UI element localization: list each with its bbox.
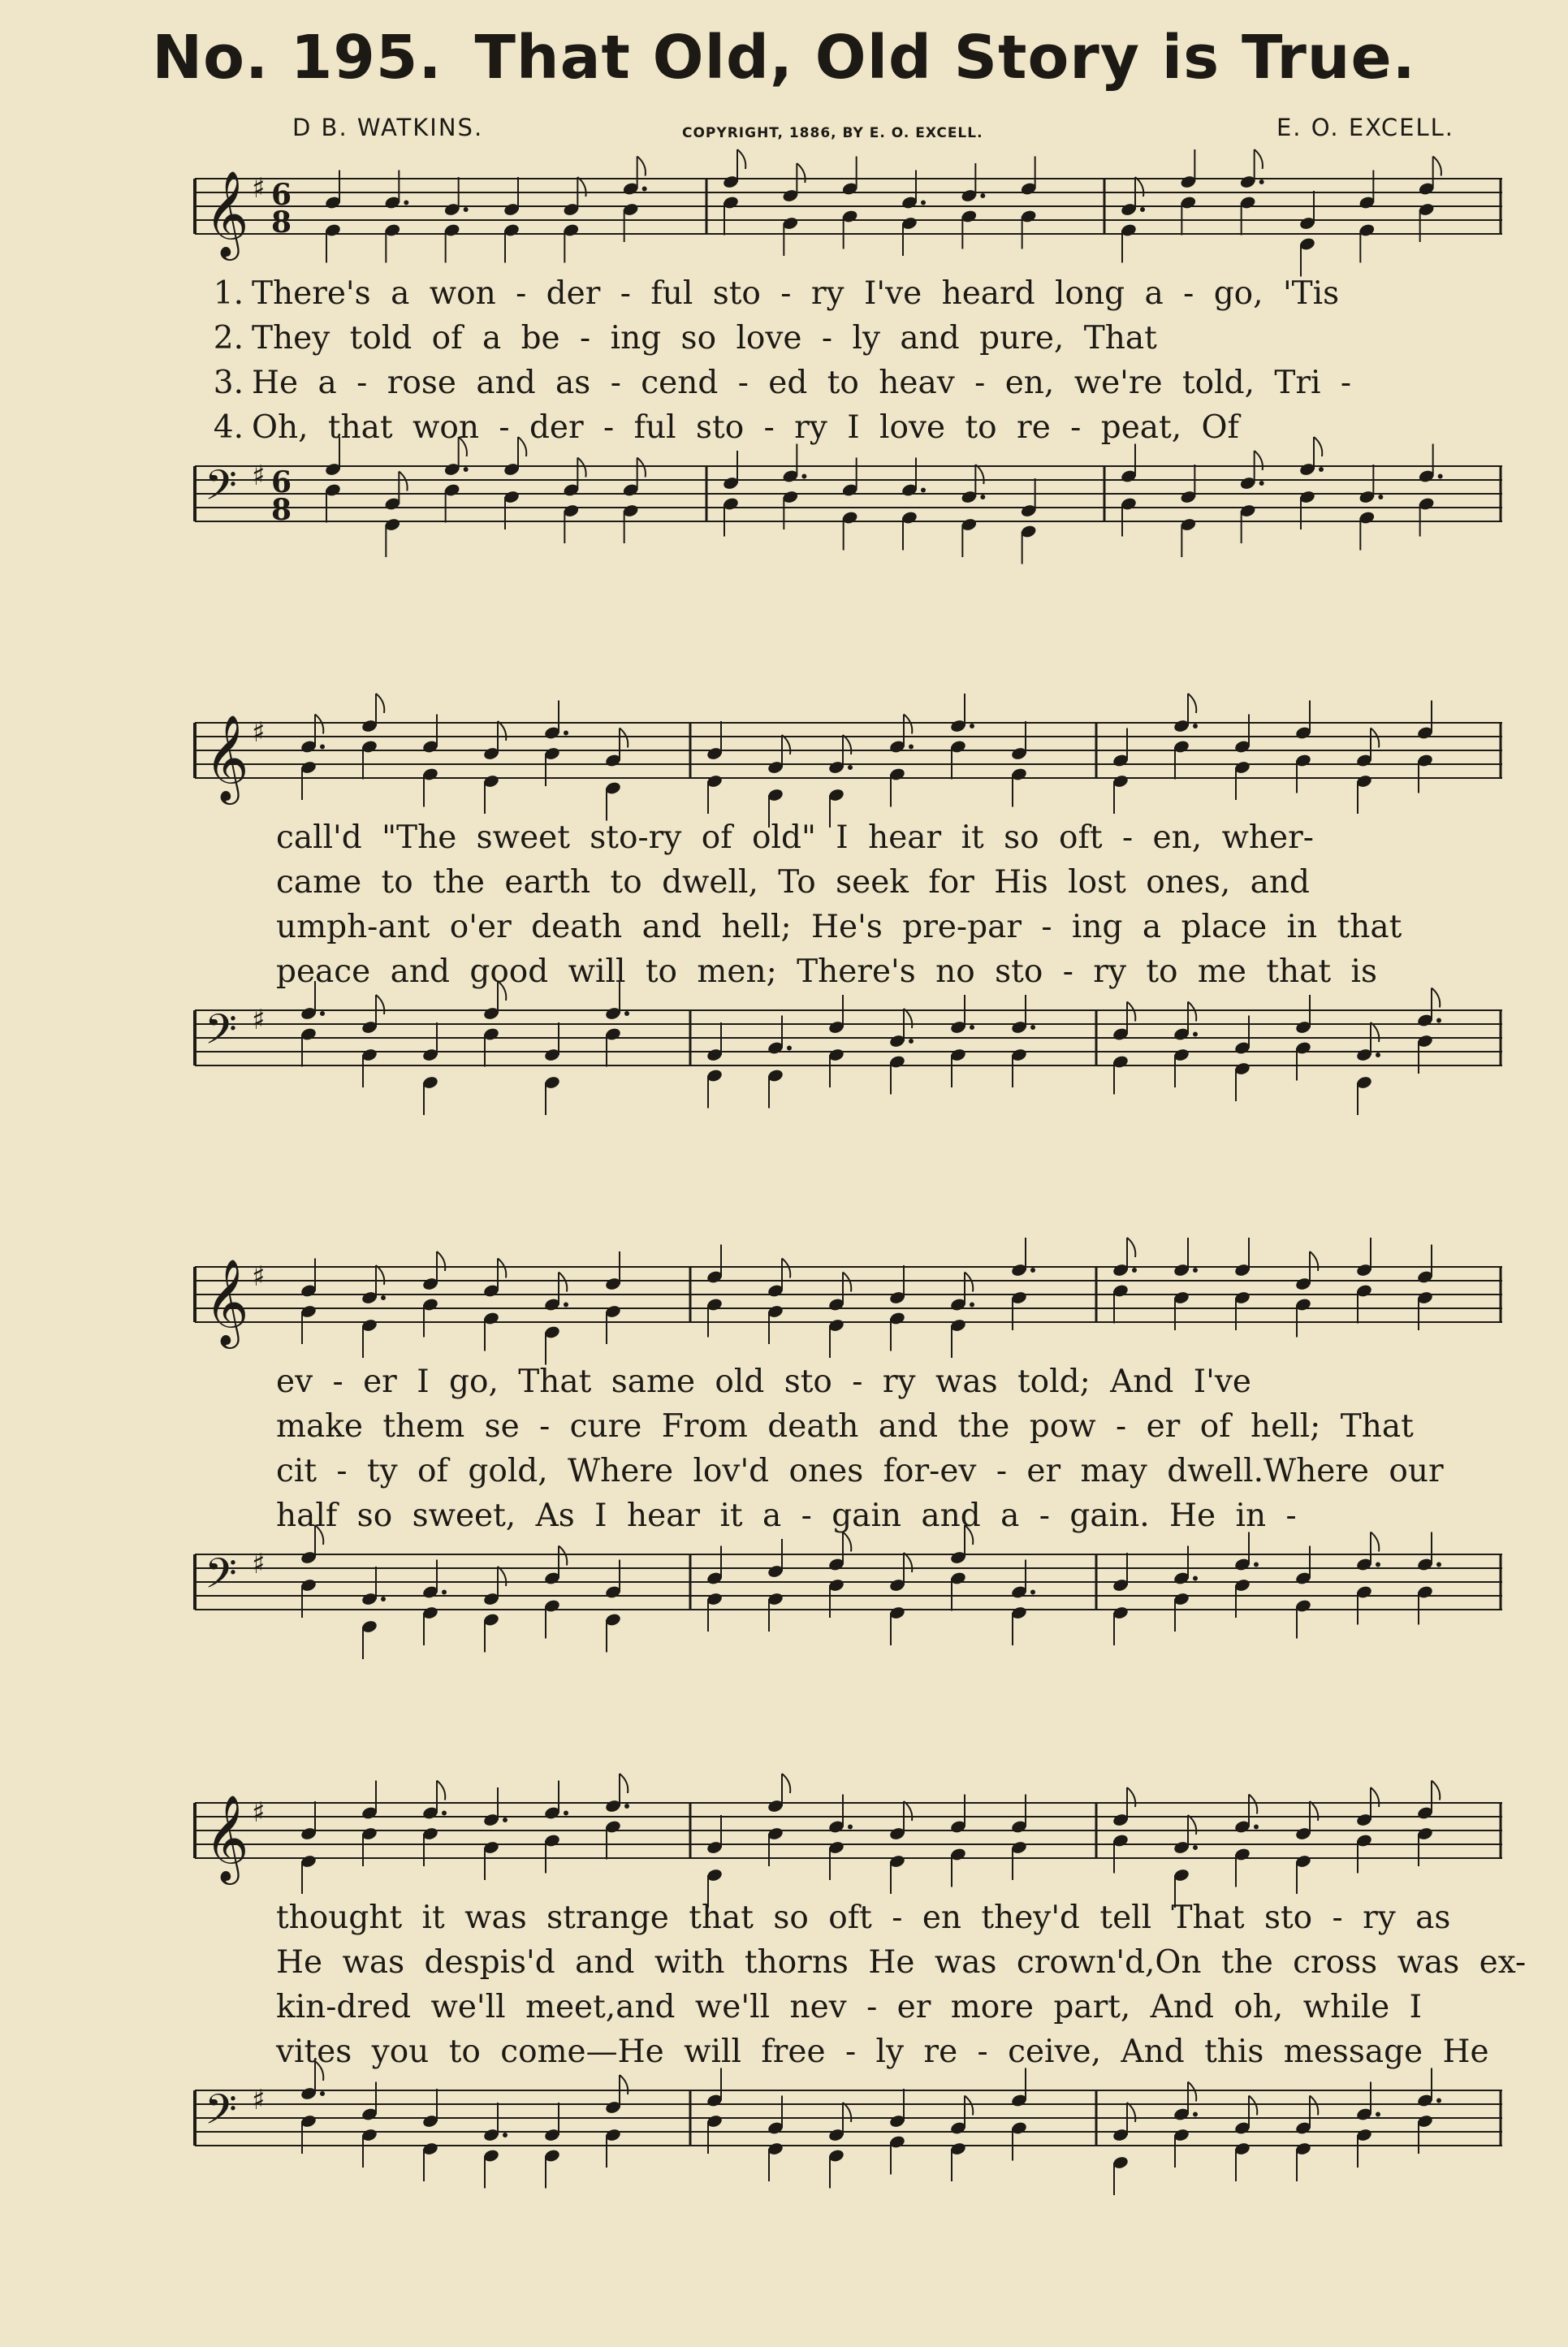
note-chord xyxy=(563,458,586,544)
note-chord xyxy=(1355,1532,1380,1625)
note-chord xyxy=(622,157,647,243)
note-chord xyxy=(888,1553,912,1645)
bass-staff-notation xyxy=(187,450,1502,547)
note-chord xyxy=(706,721,723,814)
verse-lyrics xyxy=(187,260,1502,450)
bass-staff xyxy=(187,994,1502,1091)
verse-text: peace and good will to men; There's no sto - ry to me that is xyxy=(276,953,1377,990)
note-chord xyxy=(421,715,438,807)
treble-clef-icon: 𝄞 xyxy=(205,170,249,257)
note-chord xyxy=(888,1801,912,1894)
note-chord xyxy=(1173,1002,1198,1088)
note-chord xyxy=(1173,2082,1198,2168)
sharp-icon: ♯ xyxy=(252,1548,266,1580)
verse-text: They told of a be - ing so love - ly and pure, That xyxy=(252,320,1157,357)
bass-clef-icon: 𝄢 xyxy=(205,1549,237,1608)
time-signature-bottom: 8 xyxy=(271,493,292,527)
verse-line-2 xyxy=(187,1940,1527,1985)
verse-text: cit - ty of gold, Where lov'd ones for-ev - er may dwell.Where our xyxy=(276,1453,1444,1489)
note-chord xyxy=(901,171,926,257)
note-chord xyxy=(1416,1781,1440,1867)
note-chord xyxy=(482,721,506,814)
verse-number: 3. xyxy=(213,365,244,401)
note-chord xyxy=(1180,465,1197,557)
sharp-icon: ♯ xyxy=(252,1004,266,1036)
bass-staff-notation xyxy=(187,994,1502,1091)
note-chord xyxy=(1416,988,1441,1074)
verse-text: call'd "The sweet sto-ry of old" I hear it so oft - en, wher- xyxy=(276,819,1314,856)
note-chord xyxy=(1418,444,1443,537)
bass-clef-icon: 𝄢 xyxy=(205,460,237,520)
time-signature-top: 6 xyxy=(271,465,292,499)
staff-lines xyxy=(195,1267,1502,1322)
bass-staff xyxy=(187,1538,1502,1636)
verse-text: came to the earth to dwell, To seek for His lost ones, and xyxy=(276,864,1311,901)
verse-text: Oh, that won - der - ful sto - ry I love to re - peat, Of xyxy=(252,409,1239,446)
note-chord xyxy=(1173,1546,1198,1632)
note-chord xyxy=(706,1546,723,1632)
note-chord xyxy=(949,995,974,1087)
treble-clef-icon: 𝄞 xyxy=(205,1258,249,1345)
note-chord xyxy=(767,1539,784,1632)
note-chord xyxy=(1010,995,1035,1087)
note-chord xyxy=(1010,2068,1027,2161)
treble-staff xyxy=(187,1251,1502,1348)
verse-lyrics xyxy=(187,1348,1502,1538)
note-chord xyxy=(1416,1532,1441,1625)
note-chord xyxy=(1355,728,1379,815)
note-chord xyxy=(767,1016,792,1109)
note-chord xyxy=(1120,444,1137,537)
note-chord xyxy=(1355,2082,1380,2168)
verse-text: vites you to come—He will free - ly re - ceive, And this message He xyxy=(276,2034,1489,2070)
note-chord xyxy=(827,1795,853,1881)
note-chord xyxy=(604,1560,621,1653)
verse-line-4 xyxy=(187,2029,1502,2074)
note-chord xyxy=(949,1273,974,1359)
sharp-icon: ♯ xyxy=(252,460,266,492)
note-chord xyxy=(543,1781,568,1874)
sharp-icon: ♯ xyxy=(252,172,266,205)
sharp-icon: ♯ xyxy=(252,2084,266,2116)
note-chord xyxy=(361,995,384,1087)
note-chord xyxy=(1233,1795,1259,1887)
note-chord xyxy=(1112,728,1129,815)
treble-staff-notation xyxy=(187,707,1502,804)
note-chord xyxy=(949,1795,966,1887)
verse-line-4 xyxy=(187,405,1502,450)
note-chord xyxy=(1233,1238,1251,1330)
note-chord xyxy=(841,157,858,249)
verse-line-1 xyxy=(187,271,1502,316)
note-chord xyxy=(767,1259,790,1345)
note-chord xyxy=(300,1525,323,1618)
verse-line-3 xyxy=(187,905,1502,949)
music-system-3 xyxy=(187,1251,1502,1636)
note-chord xyxy=(300,1259,317,1345)
sharp-icon: ♯ xyxy=(252,716,266,749)
lyricist-credit: D B. WATKINS. xyxy=(292,114,484,141)
note-chord xyxy=(1416,701,1433,793)
note-chord xyxy=(543,1022,560,1115)
note-chord xyxy=(827,995,844,1087)
note-chord xyxy=(384,171,409,263)
time-signature-top: 6 xyxy=(271,178,292,212)
verse-text: make them se - cure From death and the pow - er of hell; That xyxy=(276,1408,1414,1445)
hymn-title: That Old, Old Story is True. xyxy=(474,23,1416,93)
note-chord xyxy=(827,1273,851,1359)
note-chord xyxy=(1294,701,1311,793)
note-chord xyxy=(1233,715,1251,801)
composer-credit: E. O. EXCELL. xyxy=(1276,114,1454,141)
note-chord xyxy=(300,2061,325,2154)
verse-line-4 xyxy=(187,1493,1502,1538)
note-chord xyxy=(1112,1002,1135,1095)
note-chord xyxy=(961,465,986,557)
note-chord xyxy=(901,458,926,551)
verse-line-1 xyxy=(187,815,1502,860)
note-chord xyxy=(1294,1801,1318,1894)
note-chord xyxy=(841,458,858,551)
verse-line-2 xyxy=(187,860,1502,905)
note-chord xyxy=(482,1259,506,1351)
sharp-icon: ♯ xyxy=(252,1796,266,1829)
bass-staff-notation xyxy=(187,1538,1502,1636)
note-chord xyxy=(706,2068,723,2155)
note-chord xyxy=(421,1560,447,1646)
bass-staff-notation xyxy=(187,2074,1502,2172)
verse-line-1 xyxy=(187,1359,1502,1404)
treble-clef-icon: 𝄞 xyxy=(205,1794,249,1881)
note-chord xyxy=(300,715,325,801)
note-chord xyxy=(361,1567,386,1659)
treble-staff-notation xyxy=(187,1787,1502,1884)
verse-text: He was despis'd and with thorns He was crown'd,On the cross was ex- xyxy=(276,1944,1527,1981)
note-chord xyxy=(888,715,914,807)
verse-line-3 xyxy=(187,1449,1502,1493)
note-chord xyxy=(1010,1795,1027,1881)
note-chord xyxy=(421,1022,438,1115)
note-chord xyxy=(1418,157,1441,243)
bass-staff xyxy=(187,2074,1502,2172)
note-chord xyxy=(543,701,568,787)
note-chord xyxy=(827,1532,851,1619)
bass-staff xyxy=(187,450,1502,547)
time-signature-bottom: 8 xyxy=(271,205,292,240)
note-chord xyxy=(767,1774,790,1866)
note-chord xyxy=(1239,451,1264,543)
note-chord xyxy=(361,2082,378,2168)
verse-line-3 xyxy=(187,361,1502,405)
bass-clef-icon: 𝄢 xyxy=(205,2085,237,2144)
verse-line-4 xyxy=(187,949,1502,994)
verse-number: 2. xyxy=(213,320,244,357)
note-chord xyxy=(1112,1553,1129,1645)
note-chord xyxy=(1294,1546,1311,1639)
verse-text: ev - er I go, That same old sto - ry was told; And I've xyxy=(276,1364,1252,1400)
verse-lyrics xyxy=(187,804,1502,994)
note-chord xyxy=(1173,1238,1198,1330)
verse-text: umph-ant o'er death and hell; He's pre-par - ing a place in that xyxy=(276,909,1402,945)
treble-staff-notation xyxy=(187,162,1502,260)
music-system-4 xyxy=(187,1787,1527,2172)
note-chord xyxy=(1112,2103,1135,2195)
verse-text: thought it was strange that so oft - en they'd tell That sto - ry as xyxy=(276,1900,1451,1936)
note-chord xyxy=(361,1265,386,1358)
note-chord xyxy=(361,1781,378,1867)
note-chord xyxy=(782,444,807,530)
treble-staff-notation xyxy=(187,1251,1502,1348)
treble-staff xyxy=(187,1787,1502,1884)
verse-line-2 xyxy=(187,1404,1502,1449)
verse-line-1 xyxy=(187,1895,1502,1940)
note-chord xyxy=(604,2075,628,2168)
note-chord xyxy=(1233,1532,1259,1619)
treble-staff xyxy=(187,162,1502,260)
note-chord xyxy=(706,1245,723,1338)
note-chord xyxy=(1010,1560,1035,1646)
staff-lines xyxy=(195,1010,1502,1065)
hymn-title-line xyxy=(0,23,1568,93)
music-system-1 xyxy=(187,162,1502,547)
note-chord xyxy=(1355,1022,1380,1115)
verse-text: There's a won - der - ful sto - ry I've heard long a - go, 'Tis xyxy=(252,275,1340,312)
note-chord xyxy=(1010,1238,1035,1330)
note-chord xyxy=(782,163,806,256)
music-system-2 xyxy=(187,707,1502,1091)
verse-lyrics xyxy=(187,1884,1527,2074)
note-chord xyxy=(1416,1245,1433,1331)
note-chord xyxy=(384,472,408,558)
verse-text: kin-dred we'll meet,and we'll nev - er more part, And oh, while I xyxy=(276,1989,1423,2025)
verse-text: He a - rose and as - cend - ed to heav - en, we're told, Tri - xyxy=(252,365,1352,401)
note-chord xyxy=(1298,437,1324,529)
note-chord xyxy=(503,437,526,529)
staff-lines xyxy=(195,2090,1502,2146)
treble-clef-icon: 𝄞 xyxy=(205,714,249,801)
verse-line-3 xyxy=(187,1985,1502,2029)
note-chord xyxy=(1233,2096,1257,2182)
verse-line-2 xyxy=(187,316,1502,361)
note-chord xyxy=(604,1251,621,1344)
verse-number: 4. xyxy=(213,409,244,446)
note-chord xyxy=(543,1546,567,1639)
note-chord xyxy=(622,458,646,544)
note-chord xyxy=(1233,1016,1251,1102)
note-chord xyxy=(421,1781,447,1867)
note-chord xyxy=(1294,2096,1318,2182)
copyright-notice: COPYRIGHT, 1886, BY E. O. EXCELL. xyxy=(682,125,983,141)
verse-number: 1. xyxy=(213,275,244,312)
treble-staff xyxy=(187,707,1502,804)
verse-text: half so sweet, As I hear it a - gain and a - gain. He in - xyxy=(276,1498,1297,1534)
note-chord xyxy=(1416,2068,1441,2155)
note-chord xyxy=(300,1801,317,1894)
note-chord xyxy=(324,171,341,263)
note-chord xyxy=(421,2089,438,2181)
bass-clef-icon: 𝄢 xyxy=(205,1005,237,1064)
note-chord xyxy=(949,2096,973,2182)
sharp-icon: ♯ xyxy=(252,1260,266,1293)
note-chord xyxy=(1020,157,1037,249)
note-chord xyxy=(767,2096,784,2182)
note-chord xyxy=(1359,171,1376,263)
hymn-number: No. 195. xyxy=(152,23,443,93)
note-chord xyxy=(482,1787,508,1880)
